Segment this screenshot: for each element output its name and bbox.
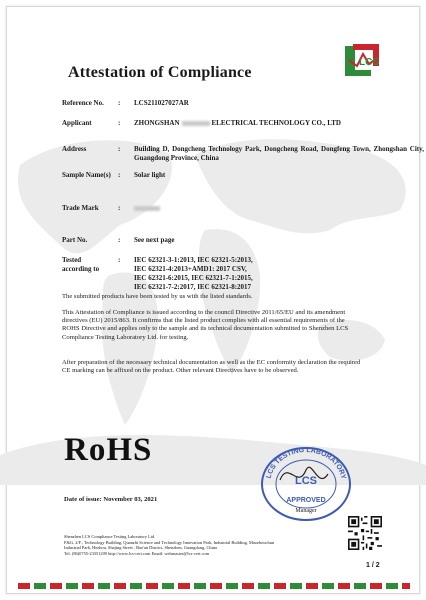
trademark-value — [134, 204, 426, 213]
redacted-text — [134, 206, 160, 211]
sample-label: Sample Name(s) — [62, 171, 111, 179]
standard-line: IEC 62321-6:2015, IEC 62321-7-1:2015, — [134, 274, 253, 282]
address-value: Building D, Dongcheng Technology Park, Dongcheng Road, Dongfeng Town, Zhongshan City, Guangdong Province, China — [134, 145, 424, 162]
applicant-label: Applicant — [62, 119, 92, 127]
redacted-text — [182, 121, 210, 126]
tested-standards — [134, 256, 426, 292]
svg-text:LCS: LCS — [359, 57, 379, 68]
colon: : — [118, 99, 121, 107]
partno-value: See next page — [134, 236, 175, 244]
paragraph-tested: The submitted products have been tested by us with the listed standards. — [62, 293, 253, 300]
paragraph-ce-marking: After preparation of the necessary technical documentation as well as the EC conformity declaration the required CE marking can be affixed on the product. Other relevant Directives have to be observed. — [62, 359, 361, 375]
footer-address — [64, 534, 354, 556]
applicant-name-end: ELECTRICAL TECHNOLOGY CO., LTD — [211, 119, 341, 127]
partno-label: Part No. — [62, 236, 88, 244]
footer-line: Shenzhen LCS Compliance Testing Laboratory Ltd. — [64, 534, 156, 539]
svg-text:LCS: LCS — [295, 475, 317, 487]
page-number: 1 / 2 — [366, 562, 380, 569]
address-label: Address — [62, 145, 87, 153]
applicant-name-start: ZHONGSHAN — [134, 119, 180, 127]
decorative-stripe — [0, 580, 426, 592]
applicant-value — [134, 119, 426, 128]
reference-label: Reference No. — [62, 99, 104, 107]
rohs-heading: RoHS — [64, 432, 153, 468]
document-title: Attestation of Compliance — [68, 64, 252, 81]
standard-line: IEC 62321-3-1:2013, IEC 62321-5:2013, — [134, 256, 253, 264]
footer-line: Industrial Park, Hezhou, Shajing Street , Bao'an District, Shenzhen, Guangdong, China — [64, 545, 217, 551]
sample-value: Solar light — [134, 171, 166, 179]
date-of-issue: Date of issue: November 03, 2021 — [64, 496, 158, 503]
colon: : — [118, 119, 121, 127]
colon: : — [118, 256, 121, 264]
standard-line: IEC 62321-7-2:2017, IEC 62321-8:2017 — [134, 283, 252, 291]
footer-line: F&G, 2/F., Technology Building, Quanzhi Science and Technology Innovation Park, Industrial Building, Maozhouchun — [64, 539, 275, 545]
tested-label: Tested according to — [62, 256, 100, 273]
stamp-signer: Manager — [295, 508, 317, 514]
standard-line: IEC 62321-4:2013+AMD1: 2017 CSV, — [134, 265, 247, 273]
reference-value: LCS211027027AR — [134, 99, 189, 107]
trademark-label: Trade Mark — [62, 204, 99, 212]
lcs-logo — [341, 40, 383, 80]
colon: : — [118, 145, 121, 153]
stamp-arc-text: LCS TESTING LABORATORY — [265, 446, 347, 480]
colon: : — [118, 236, 121, 244]
lcs-approval-stamp — [258, 440, 354, 522]
colon: : — [118, 171, 121, 179]
footer-line: Tel: (86)0755-23351209 http://www.lcs-cert.com Email: webmaster@lcs-cert.com — [64, 550, 210, 556]
stamp-approved: APPROVED — [286, 497, 326, 504]
colon: : — [118, 204, 121, 212]
paragraph-attestation: This Attestation of Compliance is issued according to the council Directive 2011/65/EU and its amendment directives (EU) 2015/863. It confirms that the listed product complies with all essential requirements of the ROHS Directive and applies only to the sample and its technical documentation submitted to Shenzhen LCS Compliance Testing Laboratory Ltd. for testing. — [62, 309, 349, 341]
